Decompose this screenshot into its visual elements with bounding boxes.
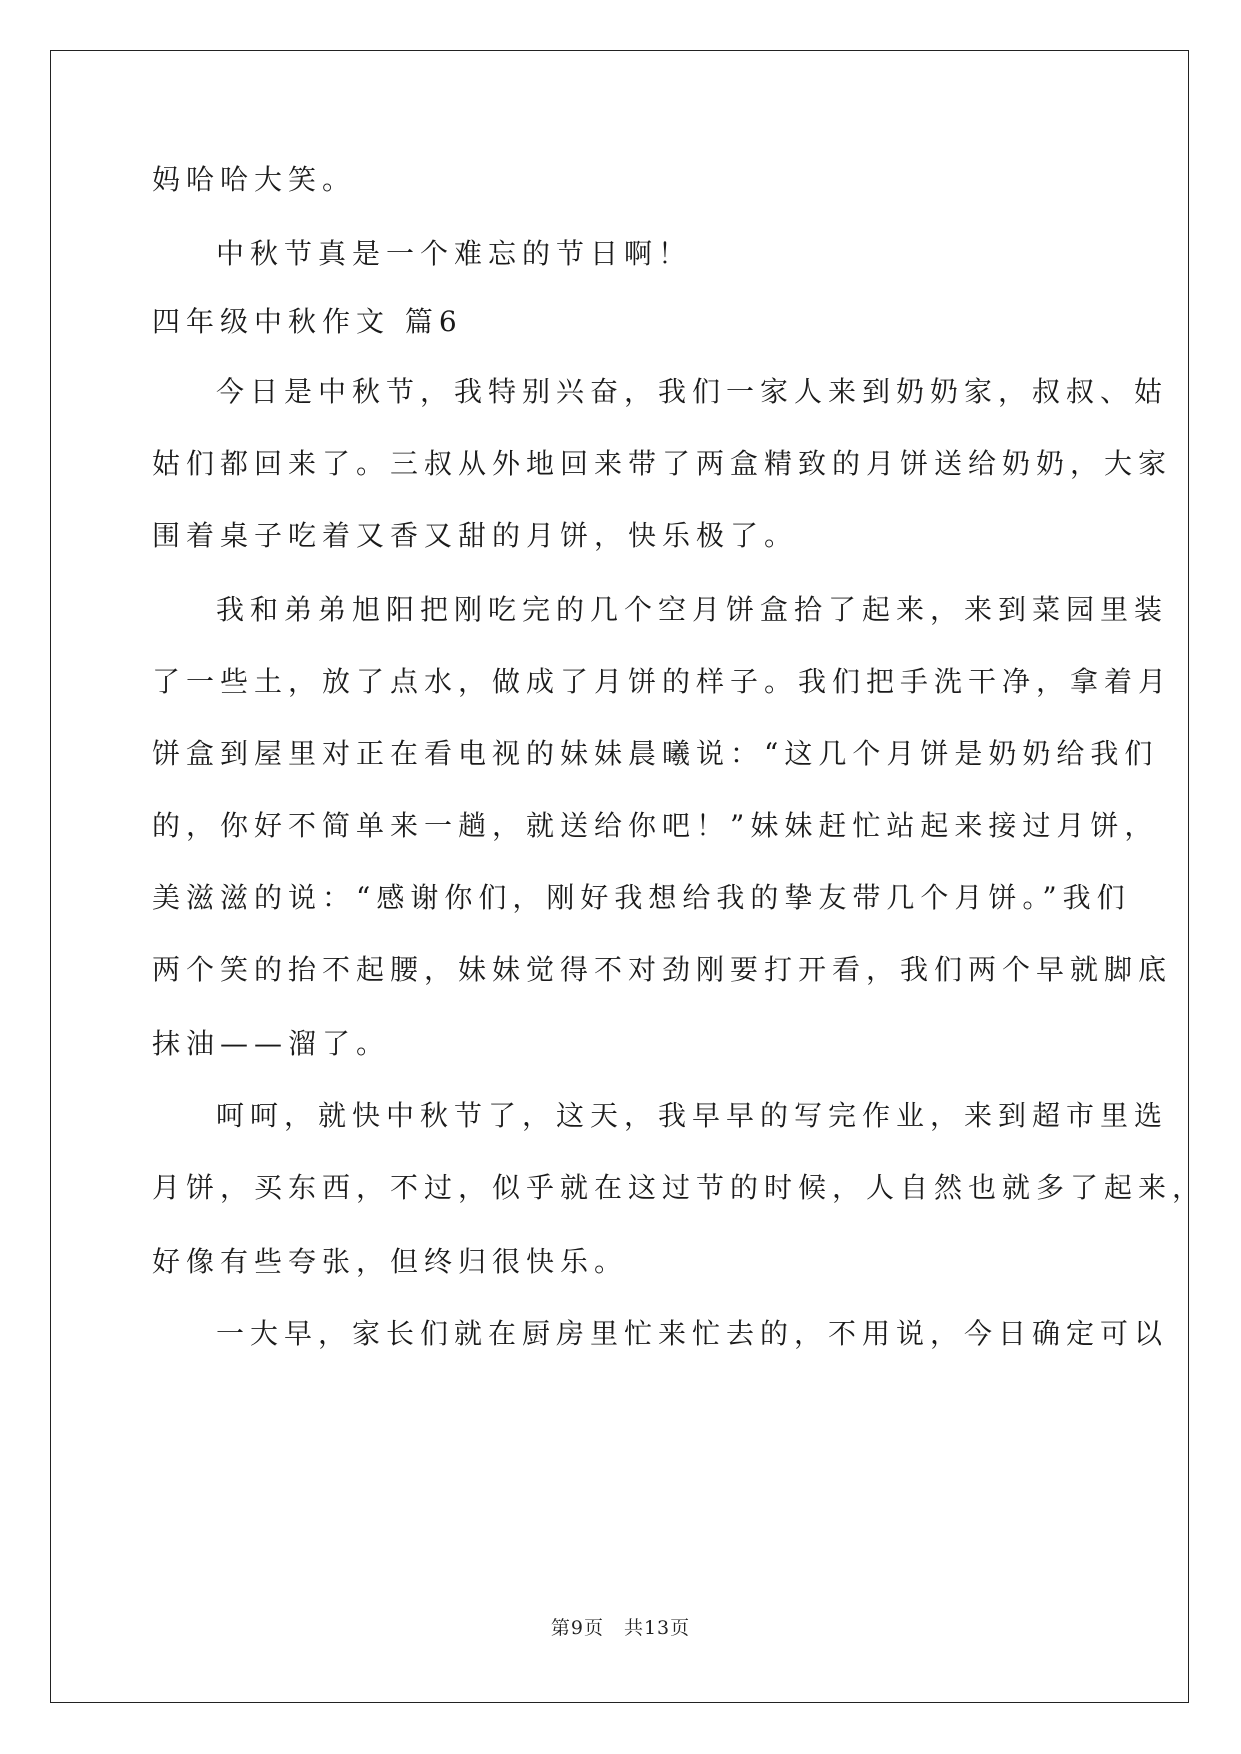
text-line: 呵呵，就快中秋节了，这天，我早早的写完作业，来到超市里选 <box>216 1099 1169 1132</box>
text-line: 妈哈哈大笑。 <box>152 163 357 196</box>
text-line: 今日是中秋节，我特别兴奋，我们一家人来到奶奶家，叔叔、姑 <box>216 375 1169 408</box>
page-border <box>50 50 1189 1703</box>
section-heading: 四年级中秋作文 篇6 <box>152 305 463 338</box>
text-line: 好像有些夸张，但终归很快乐。 <box>152 1245 629 1278</box>
text-line: 美滋滋的说：“感谢你们，刚好我想给我的挚友带几个月饼。”我们 <box>152 881 1131 914</box>
text-line: 了一些土，放了点水，做成了月饼的样子。我们把手洗干净，拿着月 <box>152 665 1173 698</box>
text-line: 月饼，买东西，不过，似乎就在这过节的时候，人自然也就多了起来， <box>152 1171 1207 1204</box>
text-line: 我和弟弟旭阳把刚吃完的几个空月饼盒拾了起来，来到菜园里装 <box>216 593 1169 626</box>
text-line: 围着桌子吃着又香又甜的月饼，快乐极了。 <box>152 519 799 552</box>
page-number: 第9页 共13页 <box>550 1617 691 1639</box>
text-line: 的，你好不简单来一趟，就送给你吧！”妹妹赶忙站起来接过月饼， <box>152 809 1159 842</box>
text-line: 抹油——溜了。 <box>152 1027 391 1060</box>
text-line: 中秋节真是一个难忘的节日啊！ <box>216 237 693 270</box>
text-line: 饼盒到屋里对正在看电视的妹妹晨曦说：“这几个月饼是奶奶给我们 <box>152 737 1159 770</box>
text-line: 两个笑的抬不起腰，妹妹觉得不对劲刚要打开看，我们两个早就脚底 <box>152 953 1173 986</box>
text-line: 一大早，家长们就在厨房里忙来忙去的，不用说，今日确定可以 <box>216 1317 1169 1350</box>
text-line: 姑们都回来了。三叔从外地回来带了两盒精致的月饼送给奶奶，大家 <box>152 447 1173 480</box>
